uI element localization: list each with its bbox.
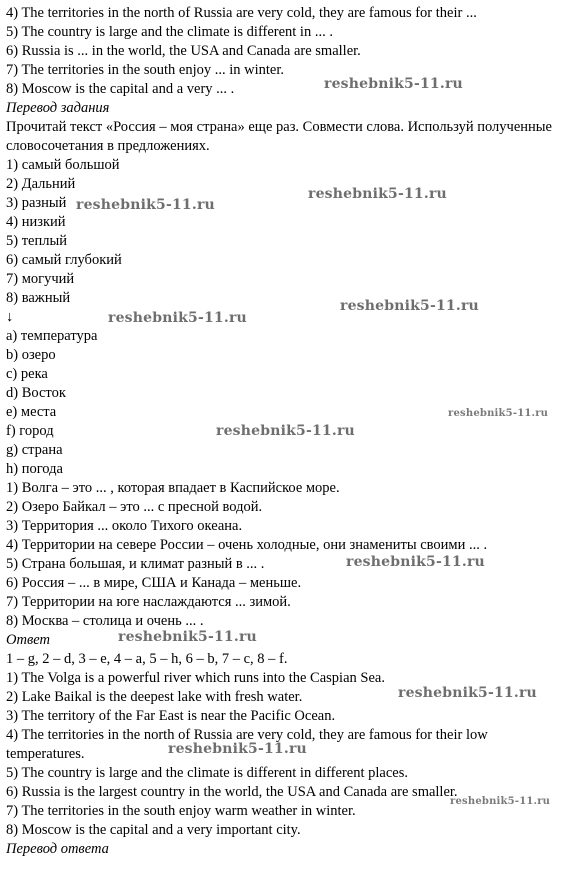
answer-sentence: 6) Russia is the largest country in the world, the USA and Canada are smaller. bbox=[6, 784, 458, 800]
task-text: Прочитай текст «Россия – моя страна» еще раз. Совмести слова. Используй полученные словосочетания в предложениях. bbox=[6, 119, 552, 154]
watermark: reshebnik5-11.ru bbox=[340, 298, 479, 314]
adjective-item: 4) низкий bbox=[6, 214, 66, 230]
watermark: reshebnik5-11.ru bbox=[76, 197, 215, 213]
top-sentence-4: 4) The territories in the north of Russia are very cold, they are famous for their ... bbox=[6, 5, 477, 21]
ru-sentence: 6) Россия – ... в мире, США и Канада – меньше. bbox=[6, 575, 302, 591]
answer-sentence: 4) The territories in the north of Russia are very cold, they are famous for their low temperatures. bbox=[6, 727, 488, 762]
watermark: reshebnik5-11.ru bbox=[346, 554, 485, 570]
answer-heading: Ответ bbox=[6, 632, 50, 648]
watermark: reshebnik5-11.ru bbox=[308, 186, 447, 202]
answer-sentence: 1) The Volga is a powerful river which runs into the Caspian Sea. bbox=[6, 670, 385, 686]
noun-item: e) места bbox=[6, 404, 57, 420]
answer-sentence: 8) Moscow is the capital and a very important city. bbox=[6, 822, 301, 838]
watermark: reshebnik5-11.ru bbox=[448, 408, 549, 419]
ru-sentence: 8) Москва – столица и очень ... . bbox=[6, 613, 204, 629]
down-arrow-icon: ↓ bbox=[6, 309, 14, 325]
answer-sentence: 5) The country is large and the climate is different in different places. bbox=[6, 765, 408, 781]
noun-item: h) погода bbox=[6, 461, 63, 477]
adjective-item: 1) самый большой bbox=[6, 157, 120, 173]
noun-item: b) озеро bbox=[6, 347, 56, 363]
answer-sentence: 3) The territory of the Far East is near the Pacific Ocean. bbox=[6, 708, 336, 724]
ru-sentence: 3) Территория ... около Тихого океана. bbox=[6, 518, 243, 534]
watermark: reshebnik5-11.ru bbox=[324, 76, 463, 92]
watermark: reshebnik5-11.ru bbox=[398, 685, 537, 701]
noun-item: c) река bbox=[6, 366, 48, 382]
watermark: reshebnik5-11.ru bbox=[450, 796, 551, 807]
top-sentence-6: 6) Russia is ... in the world, the USA and Canada are smaller. bbox=[6, 43, 361, 59]
task-heading: Перевод задания bbox=[6, 100, 110, 116]
ru-sentence: 2) Озеро Байкал – это ... с пресной водой. bbox=[6, 499, 263, 515]
ru-sentence: 4) Территории на севере России – очень холодные, они знамениты своими ... . bbox=[6, 537, 488, 553]
answer-sentence: 2) Lake Baikal is the deepest lake with fresh water. bbox=[6, 689, 303, 705]
answer-key: 1 – g, 2 – d, 3 – e, 4 – a, 5 – h, 6 – b, 7 – c, 8 – f. bbox=[6, 651, 288, 667]
adjective-item: 6) самый глубокий bbox=[6, 252, 122, 268]
adjective-item: 3) разный bbox=[6, 195, 67, 211]
adjective-item: 7) могучий bbox=[6, 271, 75, 287]
ru-sentence: 7) Территории на юге наслаждаются ... зимой. bbox=[6, 594, 291, 610]
noun-item: g) страна bbox=[6, 442, 63, 458]
top-sentence-5: 5) The country is large and the climate is different in ... . bbox=[6, 24, 333, 40]
noun-item: f) город bbox=[6, 423, 54, 439]
noun-item: a) температура bbox=[6, 328, 98, 344]
adjective-item: 2) Дальний bbox=[6, 176, 76, 192]
watermark: reshebnik5-11.ru bbox=[216, 423, 355, 439]
ru-sentence: 5) Страна большая, и климат разный в ... . bbox=[6, 556, 265, 572]
adjective-item: 8) важный bbox=[6, 290, 71, 306]
watermark: reshebnik5-11.ru bbox=[108, 310, 247, 326]
noun-item: d) Восток bbox=[6, 385, 66, 401]
watermark: reshebnik5-11.ru bbox=[168, 741, 307, 757]
top-sentence-7: 7) The territories in the south enjoy ... in winter. bbox=[6, 62, 284, 78]
answer-sentence: 7) The territories in the south enjoy warm weather in winter. bbox=[6, 803, 356, 819]
ru-sentence: 1) Волга – это ... , которая впадает в Каспийское море. bbox=[6, 480, 340, 496]
adjective-item: 5) теплый bbox=[6, 233, 67, 249]
watermark: reshebnik5-11.ru bbox=[118, 629, 257, 645]
top-sentence-8: 8) Moscow is the capital and a very ... . bbox=[6, 81, 235, 97]
translation-heading: Перевод ответа bbox=[6, 841, 109, 857]
